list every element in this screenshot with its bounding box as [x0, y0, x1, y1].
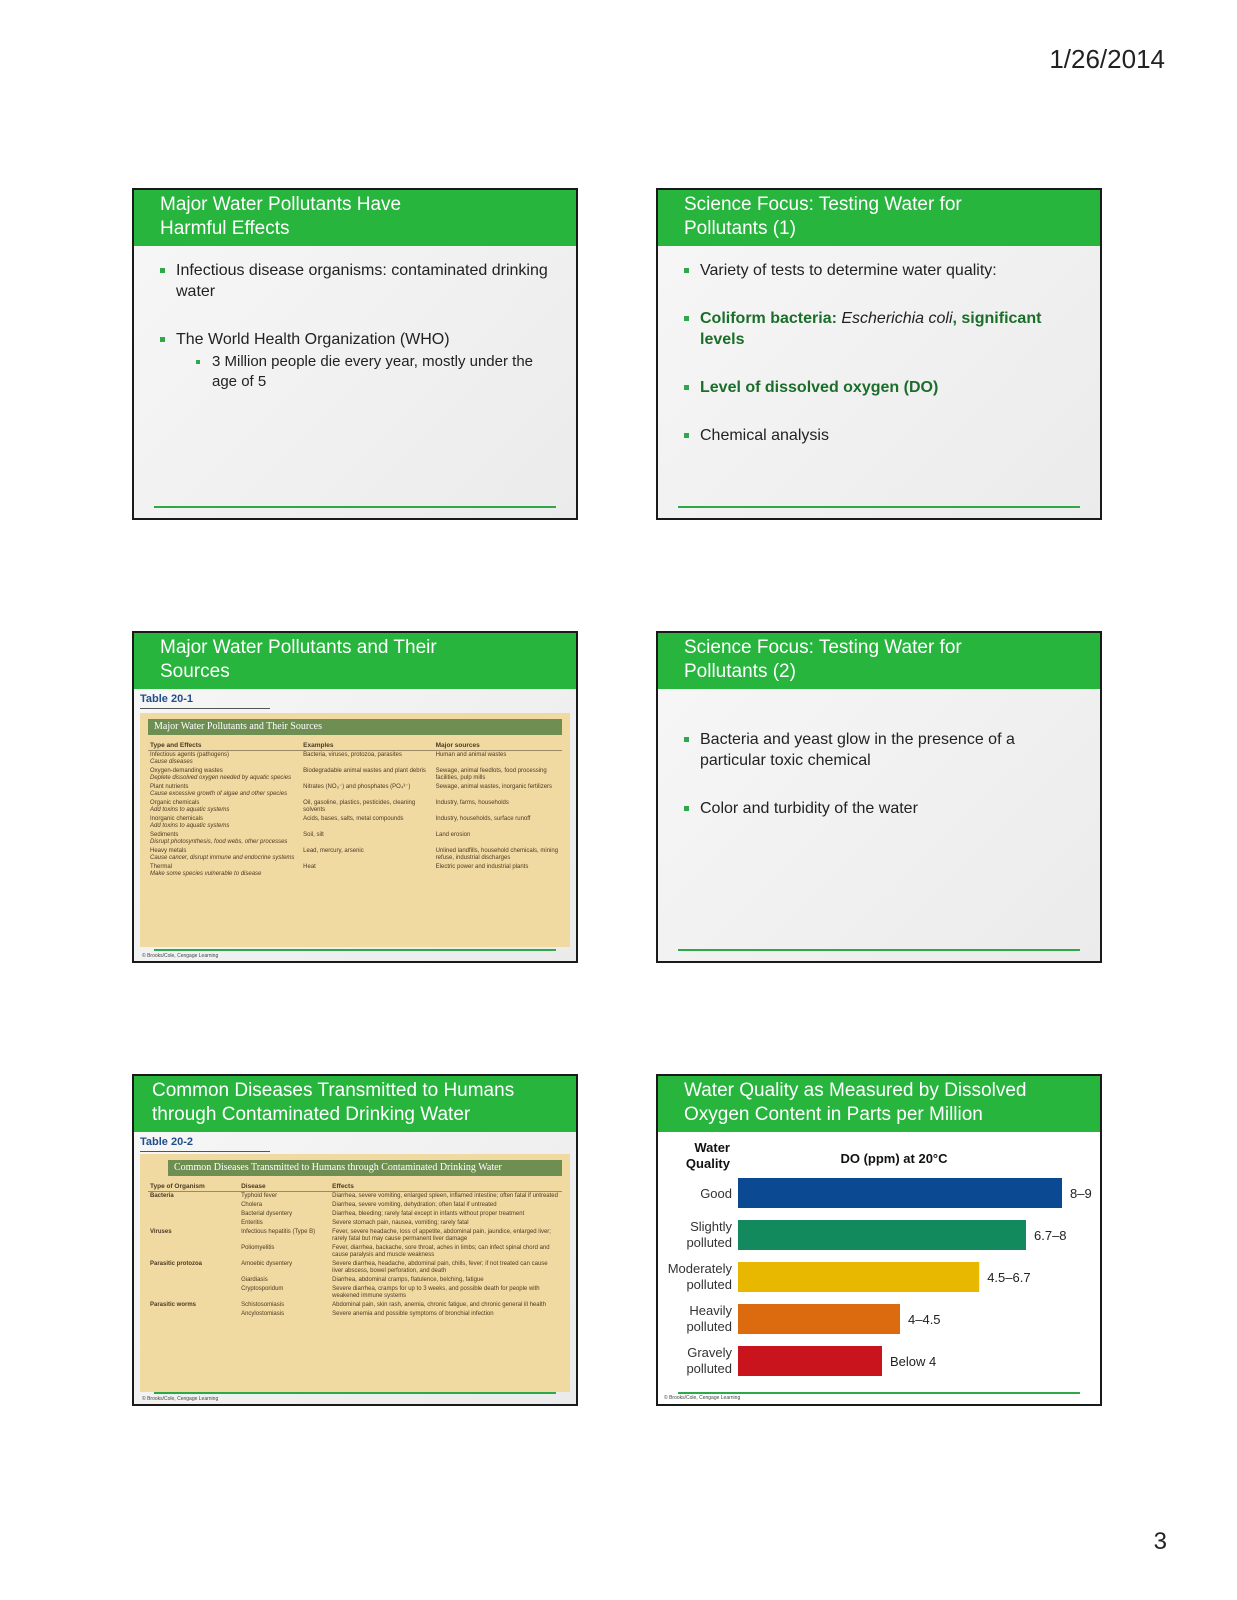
slide-testing-water-2 — [656, 631, 1102, 963]
pollutant-type: Thermal — [150, 864, 173, 870]
table-row — [148, 1310, 562, 1319]
table-label: Table 20-1 — [140, 693, 193, 705]
pollutant-effect: Disrupt photosynthesis, food webs, other processes — [150, 839, 288, 845]
organism-cell — [148, 1244, 239, 1260]
slide-title-line2: Oxygen Content in Parts per Million — [684, 1104, 983, 1125]
slide-title — [658, 1076, 1100, 1132]
category-axis-title-line1: Water — [694, 1140, 730, 1155]
category-label: Gravely — [687, 1345, 732, 1360]
organism-cell — [148, 1310, 239, 1319]
sources-cell: Sewage, animal wastes, inorganic fertilizers — [435, 784, 553, 790]
slide-major-water-pollutants-effects — [132, 188, 578, 520]
category-label: Heavily — [689, 1303, 732, 1318]
footer-divider — [678, 506, 1080, 508]
examples-cell: Oil, gasoline, plastics, pesticides, cleaning solvents — [303, 800, 416, 813]
organism-cell — [148, 1276, 239, 1285]
species-name: Escherichia coli — [841, 310, 953, 327]
footer-divider — [678, 949, 1080, 951]
slide-title-line1: Major Water Pollutants Have — [160, 194, 402, 215]
table-row — [148, 767, 562, 783]
examples-cell: Acids, bases, salts, metal compounds — [303, 816, 404, 822]
category-label: polluted — [686, 1235, 732, 1250]
pollutant-effect: Cause cancer, disrupt immune and endocrine systems — [150, 855, 295, 861]
bullet-item: Infectious disease organisms: contaminated drinking water — [160, 260, 556, 302]
pollutant-type-cell — [148, 831, 301, 847]
table-row — [148, 783, 562, 799]
table-header: Effects — [330, 1182, 562, 1192]
bullet-item: Level of dissolved oxygen (DO) — [684, 377, 1080, 398]
category-label: polluted — [686, 1277, 732, 1292]
slide-title-line2: Harmful Effects — [160, 218, 290, 239]
table-row — [148, 1260, 562, 1276]
examples-cell: Nitrates (NO₃⁻) and phosphates (PO₄³⁻) — [303, 784, 411, 790]
table-header: Major sources — [434, 741, 562, 751]
pollutant-type: Organic chemicals — [150, 800, 200, 806]
pollutant-type-cell — [148, 783, 301, 799]
organism-cell: Bacteria — [150, 1193, 174, 1199]
footer-divider — [154, 506, 556, 508]
slide-title-line2: through Contaminated Drinking Water — [152, 1104, 471, 1125]
bullet-list — [658, 689, 1100, 819]
table-row — [148, 831, 562, 847]
sources-cell: Industry, households, surface runoff — [435, 816, 531, 822]
bullet-list — [134, 246, 576, 392]
disease-cell: Infectious hepatitis (Type B) — [241, 1229, 316, 1235]
table-row — [148, 847, 562, 863]
table-title: Major Water Pollutants and Their Sources — [148, 719, 562, 735]
bullet-item: Color and turbidity of the water — [684, 798, 1080, 819]
bar — [738, 1178, 1062, 1208]
slide-title — [658, 190, 1100, 246]
table-label: Table 20-2 — [140, 1136, 193, 1148]
slide-title-line1: Common Diseases Transmitted to Humans — [152, 1080, 515, 1101]
pollutant-effect: Cause diseases — [150, 759, 193, 765]
page-date: 1/26/2014 — [1049, 44, 1165, 74]
table-header: Type and Effects — [148, 741, 301, 751]
disease-cell: Schistosomiasis — [241, 1302, 285, 1308]
footer-divider — [154, 949, 556, 951]
slide-pollutants-sources — [132, 631, 578, 963]
disease-cell: Poliomyelitis — [241, 1245, 275, 1251]
pollutant-type-cell — [148, 751, 301, 768]
examples-cell: Biodegradable animal wastes and plant debris — [303, 768, 426, 774]
effects-cell: Fever, diarrhea, backache, sore throat, aches in limbs; can infect spinal chord and cause paralysis and muscle weakness — [332, 1245, 550, 1258]
effects-cell: Severe stomach pain, nausea, vomiting; rarely fatal — [332, 1220, 469, 1226]
disease-cell: Bacterial dysentery — [241, 1211, 293, 1217]
pollutants-table — [148, 741, 562, 879]
disease-cell: Ancylostomiasis — [241, 1311, 285, 1317]
slide-common-diseases — [132, 1074, 578, 1406]
category-axis-title-line2: Quality — [685, 1156, 730, 1171]
organism-cell: Viruses — [150, 1229, 172, 1235]
sources-cell: Human and animal wastes — [435, 752, 507, 758]
table-row — [148, 1210, 562, 1219]
disease-cell: Amoebic dysentery — [241, 1261, 293, 1267]
table-row — [148, 1285, 562, 1301]
bar — [738, 1346, 882, 1376]
bullet-text: , significant levels — [700, 310, 1042, 348]
examples-cell: Heat — [303, 864, 316, 870]
bullet-text: The World Health Organization (WHO) — [176, 331, 450, 348]
disease-cell: Cryptosporidum — [241, 1286, 284, 1292]
slide-title-line2: Pollutants (1) — [684, 218, 796, 239]
table-row — [148, 1201, 562, 1210]
table-row — [148, 1192, 562, 1202]
organism-cell: Parasitic protozoa — [150, 1261, 203, 1267]
table-row — [148, 863, 562, 879]
pollutant-effect: Add toxins to aquatic systems — [150, 807, 230, 813]
bar-value-label: 8–9 — [1070, 1186, 1092, 1201]
table-label-underline — [140, 1151, 270, 1152]
dissolved-oxygen-bar-chart — [658, 1132, 1100, 1404]
bar-value-label: 4–4.5 — [908, 1312, 941, 1327]
table-panel — [140, 1154, 570, 1392]
pollutant-type: Plant nutrients — [150, 784, 189, 790]
slide-title — [134, 1076, 576, 1132]
sources-cell: Unlined landfills, household chemicals, mining refuse, industrial discharges — [435, 848, 559, 861]
effects-cell: Severe anemia and possible symptoms of bronchial infection — [332, 1311, 494, 1317]
slide-title-line1: Water Quality as Measured by Dissolved — [684, 1080, 1027, 1101]
effects-cell: Abdominal pain, skin rash, anemia, chronic fatigue, and chronic general ill health — [332, 1302, 546, 1308]
pollutant-type: Heavy metals — [150, 848, 187, 854]
slide-dissolved-oxygen-chart — [656, 1074, 1102, 1406]
examples-cell: Soil, silt — [303, 832, 324, 838]
organism-cell — [148, 1285, 239, 1301]
slide-title-line2: Pollutants (2) — [684, 661, 796, 682]
table-title: Common Diseases Transmitted to Humans through Contaminated Drinking Water — [168, 1160, 562, 1176]
category-label: Moderately — [667, 1261, 732, 1276]
pollutant-type: Sediments — [150, 832, 179, 838]
table-header: Disease — [239, 1182, 330, 1192]
bullet-item — [684, 308, 1080, 350]
slide-title-line1: Science Focus: Testing Water for — [684, 637, 962, 658]
disease-cell: Cholera — [241, 1202, 263, 1208]
page-number: 3 — [1153, 1528, 1167, 1555]
pollutant-type-cell — [148, 767, 301, 783]
sources-cell: Sewage, animal feedlots, food processing facilities, pulp mills — [435, 768, 547, 781]
sources-cell: Electric power and industrial plants — [435, 864, 529, 870]
effects-cell: Severe diarrhea, cramps for up to 3 weeks, and possible death for people with weakened immune systems — [332, 1286, 540, 1299]
sub-bullet-item: 3 Million people die every year, mostly under the age of 5 — [196, 352, 556, 392]
table-row — [148, 1244, 562, 1260]
category-label: Good — [700, 1186, 732, 1201]
category-label: Slightly — [690, 1219, 732, 1234]
category-label: polluted — [686, 1361, 732, 1376]
bar — [738, 1262, 979, 1292]
bar-value-label: 4.5–6.7 — [987, 1270, 1031, 1285]
image-credit: © Brooks/Cole, Cengage Learning — [142, 1396, 219, 1402]
table-row — [148, 799, 562, 815]
table-header: Type of Organism — [148, 1182, 239, 1192]
organism-cell — [148, 1201, 239, 1210]
pollutant-type-cell — [148, 799, 301, 815]
pollutant-type: Infectious agents (pathogens) — [150, 752, 230, 758]
bullet-item: Variety of tests to determine water quality: — [684, 260, 1080, 281]
category-label: polluted — [686, 1319, 732, 1334]
bullet-item — [160, 329, 556, 392]
bar-value-label: Below 4 — [890, 1354, 937, 1369]
effects-cell: Severe diarrhea, headache, abdominal pain, chills, fever; if not treated can cause liver abscess, bowel perforation, and death — [332, 1261, 548, 1274]
sources-cell: Industry, farms, households — [435, 800, 509, 806]
diseases-table — [148, 1182, 562, 1319]
footer-divider — [678, 1392, 1080, 1394]
slide-title — [134, 190, 576, 246]
pollutant-type: Oxygen-demanding wastes — [150, 768, 223, 774]
bullet-item: Chemical analysis — [684, 425, 1080, 446]
bullet-text: Coliform bacteria: — [700, 310, 842, 327]
pollutant-effect: Make some species vulnerable to disease — [150, 871, 262, 877]
pollutant-type-cell — [148, 863, 301, 879]
slide-title — [658, 633, 1100, 689]
table-header: Examples — [301, 741, 433, 751]
pollutant-effect: Deplete dissolved oxygen needed by aquatic species — [150, 775, 292, 781]
pollutant-effect: Cause excessive growth of algae and other species — [150, 791, 288, 797]
chart-credit: © Brooks/Cole, Cengage Learning — [664, 1395, 741, 1401]
table-row — [148, 1276, 562, 1285]
examples-cell: Bacteria, viruses, protozoa, parasites — [303, 752, 402, 758]
bar-value-label: 6.7–8 — [1034, 1228, 1067, 1243]
bar — [738, 1304, 900, 1334]
organism-cell: Parasitic worms — [150, 1302, 197, 1308]
table-row — [148, 1219, 562, 1228]
image-credit: © Brooks/Cole, Cengage Learning — [142, 953, 219, 959]
slide-title-line2: Sources — [160, 661, 230, 682]
bullet-item: Bacteria and yeast glow in the presence of a particular toxic chemical — [684, 729, 1080, 771]
effects-cell: Diarrhea, abdominal cramps, flatulence, belching, fatigue — [332, 1277, 484, 1283]
table-row — [148, 815, 562, 831]
table-row — [148, 1228, 562, 1244]
slide-title — [134, 633, 576, 689]
sub-bullet-list — [176, 352, 556, 392]
effects-cell: Fever, severe headache, loss of appetite, abdominal pain, jaundice, enlarged liver; rarely fatal but may cause permanent liver damage — [332, 1229, 551, 1242]
pollutant-type: Inorganic chemicals — [150, 816, 204, 822]
sources-cell: Land erosion — [435, 832, 471, 838]
effects-cell: Diarrhea, severe vomiting, enlarged spleen, inflamed intestine; often fatal if untreated — [332, 1193, 558, 1199]
pollutant-effect: Add toxins to aquatic systems — [150, 823, 230, 829]
disease-cell: Typhoid fever — [241, 1193, 278, 1199]
table-row — [148, 751, 562, 768]
disease-cell: Giardiasis — [241, 1277, 268, 1283]
examples-cell: Lead, mercury, arsenic — [303, 848, 364, 854]
table-label-underline — [140, 708, 270, 709]
table-panel — [140, 713, 570, 947]
slide-title-line1: Science Focus: Testing Water for — [684, 194, 962, 215]
disease-cell: Enteritis — [241, 1220, 263, 1226]
pollutant-type-cell — [148, 847, 301, 863]
slide-testing-water-1 — [656, 188, 1102, 520]
table-row — [148, 1301, 562, 1310]
organism-cell — [148, 1210, 239, 1219]
pollutant-type-cell — [148, 815, 301, 831]
slide-title-line1: Major Water Pollutants and Their — [160, 637, 437, 658]
effects-cell: Diarrhea, severe vomiting, dehydration; often fatal if untreated — [332, 1202, 497, 1208]
organism-cell — [148, 1219, 239, 1228]
footer-divider — [154, 1392, 556, 1394]
chart-title: DO (ppm) at 20°C — [840, 1151, 948, 1166]
bullet-list — [658, 246, 1100, 446]
effects-cell: Diarrhea, bleeding; rarely fatal except in infants without proper treatment — [332, 1211, 525, 1217]
bar — [738, 1220, 1026, 1250]
